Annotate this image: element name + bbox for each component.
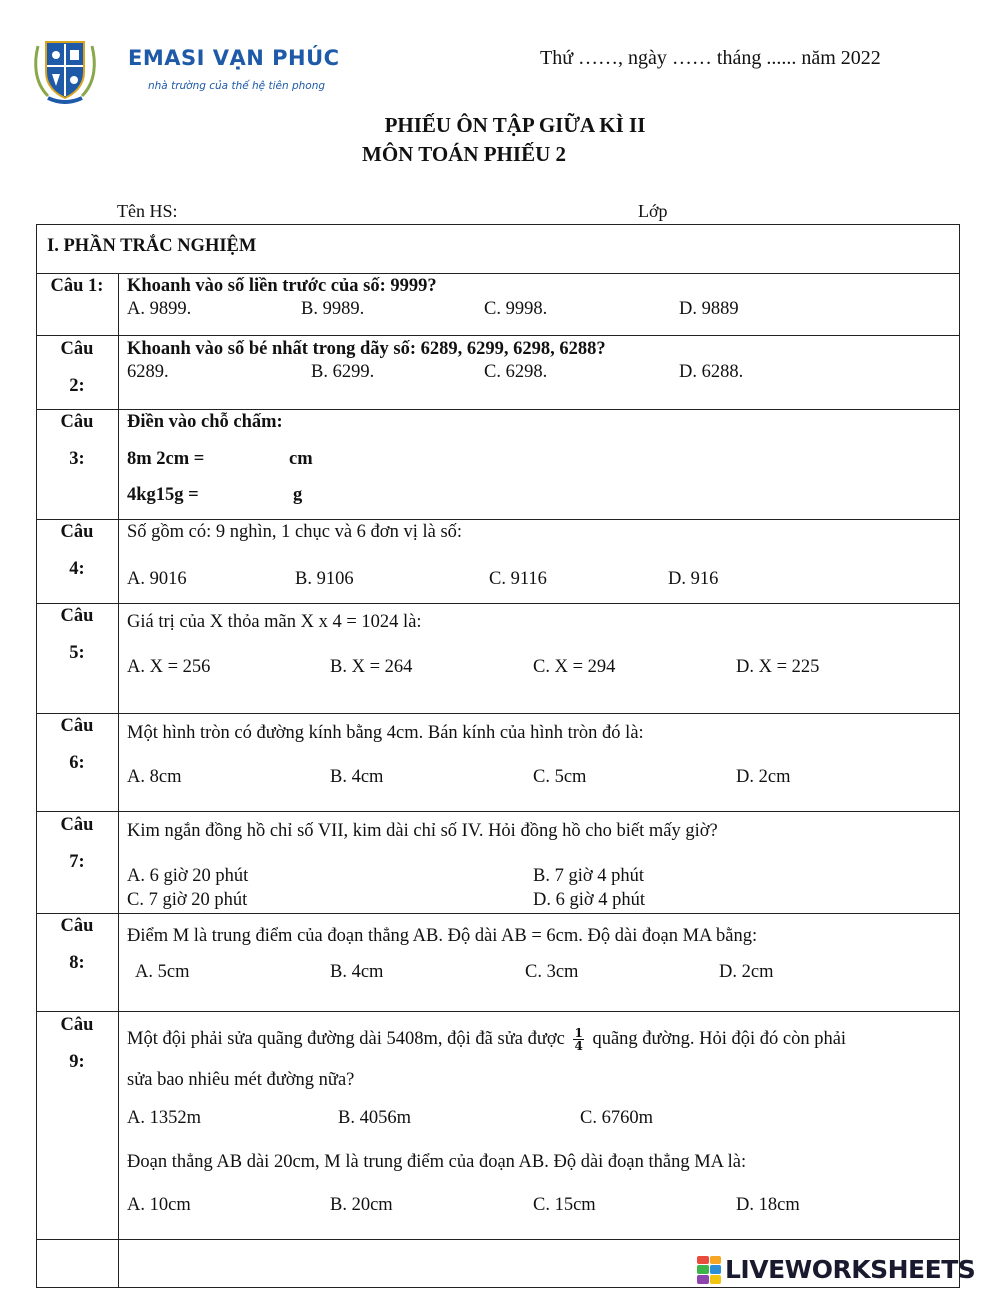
- question-8-prompt: Điểm M là trung điểm của đoạn thẳng AB. Độ dài AB = 6cm. Độ dài đoạn MA bằng:: [127, 926, 758, 946]
- row-divider: [37, 1239, 959, 1240]
- question-9-label-top: Câu: [60, 1015, 94, 1035]
- question-4-option-b[interactable]: B. 9106: [295, 569, 354, 589]
- question-9-extra-option-b[interactable]: B. 20cm: [330, 1195, 393, 1215]
- row-divider: [37, 913, 959, 914]
- row-divider: [37, 713, 959, 714]
- row-divider: [37, 1011, 959, 1012]
- question-3-prompt: Điền vào chỗ chấm:: [127, 412, 283, 432]
- question-1-option-b[interactable]: B. 9989.: [301, 299, 365, 319]
- question-6-option-c[interactable]: C. 5cm: [533, 767, 587, 787]
- question-1-label: Câu 1:: [50, 276, 104, 296]
- class-label: Lớp: [638, 201, 668, 221]
- one-quarter-fraction: [573, 1027, 583, 1052]
- question-9-option-b[interactable]: B. 4056m: [338, 1108, 411, 1128]
- fraction-numerator: 1: [574, 1026, 583, 1040]
- question-3-line2-left: 4kg15g =: [127, 485, 199, 505]
- school-brand-name: EMASI VẠN PHÚC: [128, 46, 340, 70]
- question-3-line1-left: 8m 2cm =: [127, 449, 205, 469]
- question-5-option-a[interactable]: A. X = 256: [127, 657, 211, 677]
- question-1-option-a[interactable]: A. 9899.: [127, 299, 192, 319]
- question-6-prompt: Một hình tròn có đường kính bằng 4cm. Bán kính của hình tròn đó là:: [127, 723, 644, 743]
- question-4-option-c[interactable]: C. 9116: [489, 569, 547, 589]
- question-9-label-bottom: 9:: [69, 1052, 85, 1072]
- question-8-option-a[interactable]: A. 5cm: [135, 962, 190, 982]
- row-divider: [37, 811, 959, 812]
- question-7-option-d[interactable]: D. 6 giờ 4 phút: [533, 890, 646, 910]
- school-crest-logo: [28, 38, 102, 104]
- question-2-option-a[interactable]: 6289.: [127, 362, 169, 382]
- question-2-option-b[interactable]: B. 6299.: [311, 362, 375, 382]
- question-2-label-top: Câu: [60, 339, 94, 359]
- question-8-label-top: Câu: [60, 916, 94, 936]
- question-8-option-b[interactable]: B. 4cm: [330, 962, 384, 982]
- row-divider: [37, 409, 959, 410]
- question-1-option-c[interactable]: C. 9998.: [484, 299, 548, 319]
- section-title: I. PHẦN TRẮC NGHIỆM: [47, 236, 257, 256]
- question-9-extra-option-c[interactable]: C. 15cm: [533, 1195, 596, 1215]
- question-9-prompt-after: quãng đường. Hỏi đội đó còn phải: [592, 1028, 847, 1049]
- row-divider: [37, 273, 959, 274]
- question-9-extra-option-d[interactable]: D. 18cm: [736, 1195, 800, 1215]
- question-4-label-bottom: 4:: [69, 559, 85, 579]
- question-5-prompt: Giá trị của X thỏa mãn X x 4 = 1024 là:: [127, 612, 422, 632]
- question-5-option-b[interactable]: B. X = 264: [330, 657, 413, 677]
- row-divider: [37, 335, 959, 336]
- worksheet-subtitle: MÔN TOÁN PHIẾU 2: [362, 142, 566, 166]
- question-3-label-top: Câu: [60, 412, 94, 432]
- question-7-option-a[interactable]: A. 6 giờ 20 phút: [127, 866, 249, 886]
- student-name-label: Tên HS:: [117, 201, 178, 221]
- row-divider: [37, 519, 959, 520]
- question-6-option-a[interactable]: A. 8cm: [127, 767, 182, 787]
- question-5-option-c[interactable]: C. X = 294: [533, 657, 616, 677]
- question-3-label-bottom: 3:: [69, 449, 85, 469]
- question-6-label-bottom: 6:: [69, 753, 85, 773]
- question-9-prompt-line1: [127, 1027, 846, 1052]
- question-7-option-c[interactable]: C. 7 giờ 20 phút: [127, 890, 248, 910]
- label-column-divider: [118, 273, 119, 1287]
- question-9-option-c[interactable]: C. 6760m: [580, 1108, 653, 1128]
- question-5-label-top: Câu: [60, 606, 94, 626]
- question-6-label-top: Câu: [60, 716, 94, 736]
- question-9-extra-prompt: Đoạn thẳng AB dài 20cm, M là trung điểm của đoạn AB. Độ dài đoạn thẳng MA là:: [127, 1152, 747, 1172]
- question-3-line1-unit: cm: [289, 449, 313, 469]
- question-2-prompt: Khoanh vào số bé nhất trong dãy số: 6289, 6299, 6298, 6288?: [127, 339, 606, 359]
- question-9-option-a[interactable]: A. 1352m: [127, 1108, 201, 1128]
- question-5-option-d[interactable]: D. X = 225: [736, 657, 820, 677]
- question-6-option-b[interactable]: B. 4cm: [330, 767, 384, 787]
- question-4-label-top: Câu: [60, 522, 94, 542]
- liveworksheets-icon: [697, 1256, 721, 1284]
- question-7-prompt: Kim ngắn đồng hồ chỉ số VII, kim dài chỉ số IV. Hỏi đồng hồ cho biết mấy giờ?: [127, 821, 718, 841]
- question-4-prompt: Số gồm có: 9 nghìn, 1 chục và 6 đơn vị là số:: [127, 522, 463, 542]
- question-table: [36, 224, 960, 1288]
- question-1-prompt: Khoanh vào số liền trước của số: 9999?: [127, 276, 437, 296]
- question-6-option-d[interactable]: D. 2cm: [736, 767, 791, 787]
- school-slogan: nhà trường của thế hệ tiên phong: [148, 80, 326, 92]
- question-4-option-a[interactable]: A. 9016: [127, 569, 187, 589]
- question-8-option-c[interactable]: C. 3cm: [525, 962, 579, 982]
- question-1-option-d[interactable]: D. 9889: [679, 299, 739, 319]
- question-9-prompt-before: Một đội phải sửa quãng đường dài 5408m, đội đã sửa được: [127, 1028, 565, 1049]
- row-divider: [37, 603, 959, 604]
- question-9-extra-option-a[interactable]: A. 10cm: [127, 1195, 191, 1215]
- question-8-label-bottom: 8:: [69, 953, 85, 973]
- question-3-line2-unit: g: [293, 485, 303, 505]
- worksheet-title: PHIẾU ÔN TẬP GIỮA KÌ II: [384, 113, 646, 137]
- question-9-prompt-line2: sửa bao nhiêu mét đường nữa?: [127, 1070, 355, 1090]
- question-2-option-c[interactable]: C. 6298.: [484, 362, 548, 382]
- question-2-label-bottom: 2:: [69, 376, 85, 396]
- question-8-option-d[interactable]: D. 2cm: [719, 962, 774, 982]
- question-5-label-bottom: 5:: [69, 643, 85, 663]
- question-7-label-bottom: 7:: [69, 852, 85, 872]
- date-line: Thứ ……, ngày …… tháng ...... năm 2022: [540, 47, 881, 69]
- liveworksheets-text: LIVEWORKSHEETS: [725, 1255, 976, 1284]
- question-4-option-d[interactable]: D. 916: [668, 569, 719, 589]
- question-7-label-top: Câu: [60, 815, 94, 835]
- question-2-option-d[interactable]: D. 6288.: [679, 362, 744, 382]
- liveworksheets-watermark: [697, 1255, 975, 1284]
- fraction-denominator: 4: [574, 1039, 583, 1053]
- question-7-option-b[interactable]: B. 7 giờ 4 phút: [533, 866, 645, 886]
